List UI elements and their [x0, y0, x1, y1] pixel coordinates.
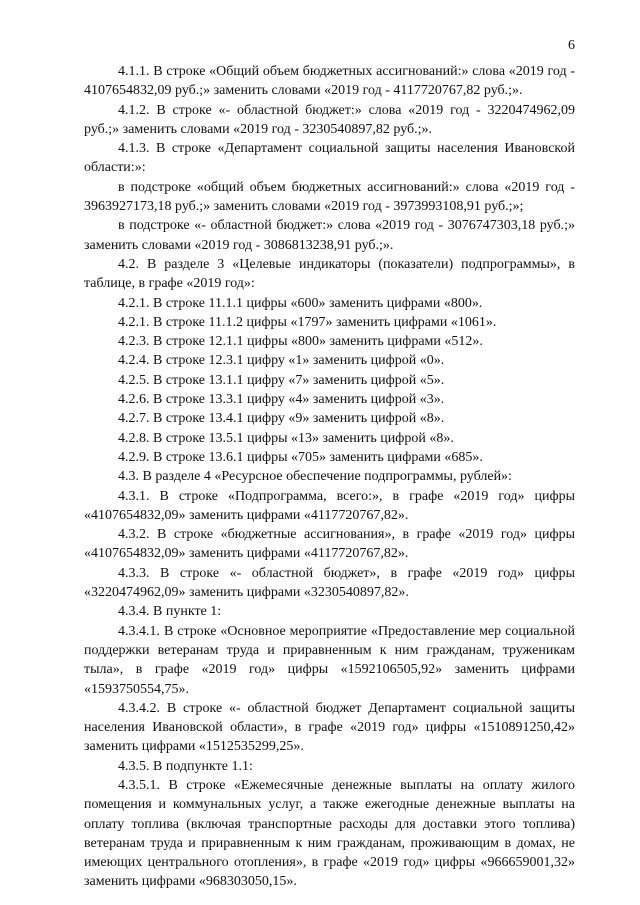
paragraph-4-2-3: 4.2.3. В строке 12.1.1 цифры «800» заменить цифрами «512». [118, 334, 483, 350]
paragraph-4-2-7: 4.2.7. В строке 13.4.1 цифру «9» заменить цифрой «8». [118, 411, 445, 427]
paragraph-4-2: 4.2. В разделе 3 «Целевые индикаторы (показатели) подпрограммы», в таблице, в графе «2019 год»: [84, 256, 575, 292]
paragraph-4-3-4-2: 4.3.4.2. В строке «- областной бюджет Департамент социальной защиты населения Ивановской области», в графе «2019 год» цифры «1510891250,42» заменить цифрами «1512535299,25». [84, 700, 575, 755]
paragraph-4-3-5-1: 4.3.5.1. В строке «Ежемесячные денежные выплаты на оплату жилого помещения и коммунальных услуг, а также ежегодные денежные выплаты на оплату топлива (включая транспортные расходы для доставки этого топлива) ветеранам труда и приравненным к ним гражданам, проживающим в домах, не имеющих центрального отопления», в графе «2019 год» цифры «966659001,32» заменить цифрами «968303050,15». [84, 777, 575, 890]
paragraph-4-3-4: 4.3.4. В пункте 1: [118, 604, 222, 620]
paragraph-4-3: 4.3. В разделе 4 «Ресурсное обеспечение подпрограммы, рублей»: [118, 469, 512, 485]
paragraph-4-2-8: 4.2.8. В строке 13.5.1 цифры «13» заменить цифрой «8». [118, 430, 454, 446]
paragraph-substring-regional: в подстроке «- областной бюджет:» слова «2019 год - 3076747303,18 руб.;» заменить словами «2019 год - 3086813238,91 руб.;». [84, 218, 575, 253]
paragraph-4-1-1: 4.1.1. В строке «Общий объем бюджетных ассигнований:» слова «2019 год - 4107654832,09 руб.;» заменить словами «2019 год - 4117720767,82 руб.;». [84, 64, 575, 99]
paragraph-4-1-3: 4.1.3. В строке «Департамент социальной защиты населения Ивановской области:»: [84, 141, 575, 176]
paragraph-4-3-4-1: 4.3.4.1. В строке «Основное мероприятие «Предоставление мер социальной поддержки ветеранам труда и приравненным к ним гражданам, труженикам тыла», в графе «2019 год» цифры «1592106505,92» заменить цифрами «1593750554,75». [84, 623, 575, 697]
paragraph-4-3-3: 4.3.3. В строке «- областной бюджет», в графе «2019 год» цифры «3220474962,09» заменить цифрами «3230540897,82». [84, 565, 575, 601]
paragraph-4-1-2: 4.1.2. В строке «- областной бюджет:» слова «2019 год - 3220474962,09 руб.;» заменить словами «2019 год - 3230540897,82 руб.;». [84, 102, 575, 137]
paragraph-4-3-5: 4.3.5. В подпункте 1.1: [118, 758, 253, 774]
paragraph-4-2-4: 4.2.4. В строке 12.3.1 цифру «1» заменить цифрой «0». [118, 353, 445, 369]
paragraph-4-2-1-a: 4.2.1. В строке 11.1.1 цифры «600» заменить цифрами «800». [118, 295, 483, 311]
paragraph-4-2-6: 4.2.6. В строке 13.3.1 цифру «4» заменить цифрой «3». [118, 392, 445, 408]
paragraph-substring-total: в подстроке «общий объем бюджетных ассигнований:» слова «2019 год - 3963927173,18 руб.;» заменить словами «2019 год - 3973993108,91 руб.;»; [84, 179, 575, 215]
page-number: 6 [568, 38, 575, 53]
paragraph-4-2-5: 4.2.5. В строке 13.1.1 цифру «7» заменить цифрой «5». [118, 372, 445, 388]
document-body [84, 62, 575, 892]
paragraph-4-3-1: 4.3.1. В строке «Подпрограмма, всего:», в графе «2019 год» цифры «4107654832,09» заменить цифрами «4117720767,82». [84, 488, 575, 523]
paragraph-4-2-9: 4.2.9. В строке 13.6.1 цифры «705» заменить цифрами «685». [118, 449, 483, 465]
paragraph-4-2-1-b: 4.2.1. В строке 11.1.2 цифры «1797» заменить цифрами «1061». [118, 314, 497, 330]
paragraph-4-3-2: 4.3.2. В строке «бюджетные ассигнования», в графе «2019 год» цифры «4107654832,09» заменить цифрами «4117720767,82». [84, 527, 575, 562]
